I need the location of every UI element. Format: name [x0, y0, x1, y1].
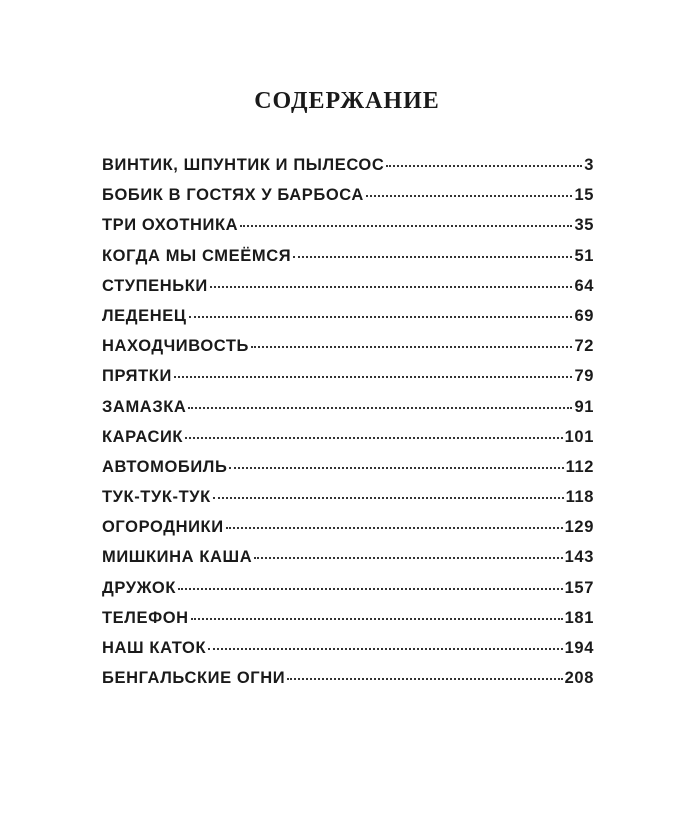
- dot-leader: [188, 407, 572, 409]
- toc-entry-title: ВИНТИК, ШПУНТИК И ПЫЛЕСОС: [102, 156, 385, 174]
- dot-leader: [386, 165, 582, 167]
- toc-entry-page: 79: [574, 367, 594, 386]
- toc-entry: [102, 337, 594, 367]
- toc-entry-page: 72: [574, 337, 594, 356]
- toc-entry-page: 69: [574, 306, 594, 325]
- toc-entry-title: ПРЯТКИ: [102, 367, 172, 386]
- toc-entry-title: ТРИ ОХОТНИКА: [102, 216, 239, 235]
- toc-entry-page: 181: [564, 608, 594, 627]
- dot-leader: [185, 437, 563, 439]
- dot-leader: [226, 527, 563, 529]
- toc-entry-title: ТЕЛЕФОН: [102, 608, 189, 627]
- toc-entry-title: НАШ КАТОК: [102, 639, 207, 657]
- toc-entry-title: БОБИК В ГОСТЯХ У БАРБОСА: [102, 186, 364, 205]
- toc-entry-page: 118: [565, 488, 594, 507]
- toc-entry: [102, 277, 594, 307]
- dot-leader: [189, 316, 573, 318]
- toc-entry-page: 129: [564, 518, 594, 537]
- toc-entry: [102, 186, 594, 216]
- toc-entry-page: 15: [574, 186, 594, 205]
- toc-entry-page: 35: [574, 216, 594, 235]
- toc-entry-title: БЕНГАЛЬСКИЕ ОГНИ: [102, 669, 286, 688]
- dot-leader: [254, 557, 562, 559]
- toc-entry: [102, 156, 594, 186]
- toc-entry-page: 194: [564, 639, 594, 657]
- toc-entry: [102, 518, 594, 548]
- toc-entry-title: КАРАСИК: [102, 427, 184, 446]
- dot-leader: [366, 195, 573, 197]
- dot-leader: [287, 678, 562, 680]
- toc-entry-title: КОГДА МЫ СМЕЁМСЯ: [102, 246, 292, 265]
- toc-entry: [102, 488, 594, 518]
- toc-entry: [102, 216, 594, 246]
- toc-entry-page: 143: [564, 548, 594, 567]
- toc-entry: [102, 367, 594, 397]
- dot-leader: [178, 588, 563, 590]
- table-of-contents: [102, 156, 594, 699]
- toc-entry-title: СТУПЕНЬКИ: [102, 276, 208, 295]
- toc-entry: [102, 307, 594, 337]
- toc-entry-page: 91: [574, 397, 594, 416]
- toc-entry-page: 51: [574, 246, 594, 265]
- toc-entry: [102, 428, 594, 458]
- toc-entry-title: ЗАМАЗКА: [102, 397, 187, 416]
- toc-entry: [102, 458, 594, 488]
- toc-entry-title: ТУК-ТУК-ТУК: [102, 488, 211, 507]
- toc-entry: [102, 579, 594, 609]
- dot-leader: [293, 256, 572, 258]
- dot-leader: [229, 467, 563, 469]
- toc-entry-title: НАХОДЧИВОСТЬ: [102, 337, 249, 356]
- toc-entry-title: ЛЕДЕНЕЦ: [102, 306, 187, 325]
- toc-entry-page: 157: [564, 578, 594, 597]
- toc-entry: [102, 548, 594, 578]
- dot-leader: [191, 618, 563, 620]
- toc-entry-page: 208: [564, 669, 594, 688]
- toc-entry-title: АВТОМОБИЛЬ: [102, 457, 228, 476]
- toc-entry-title: ДРУЖОК: [102, 578, 177, 597]
- toc-entry: [102, 669, 594, 699]
- page-title: СОДЕРЖАНИЕ: [254, 88, 440, 114]
- dot-leader: [213, 497, 564, 499]
- dot-leader: [210, 286, 573, 288]
- toc-entry: [102, 398, 594, 428]
- dot-leader: [240, 225, 572, 227]
- toc-entry-title: ОГОРОДНИКИ: [102, 518, 224, 537]
- dot-leader: [174, 376, 573, 378]
- toc-entry-page: 3: [584, 156, 594, 174]
- toc-entry: [102, 639, 594, 669]
- toc-entry: [102, 609, 594, 639]
- dot-leader: [251, 346, 572, 348]
- dot-leader: [208, 648, 563, 650]
- toc-entry-page: 112: [565, 457, 594, 476]
- toc-entry-page: 101: [564, 427, 594, 446]
- toc-entry: [102, 247, 594, 277]
- toc-entry-title: МИШКИНА КАША: [102, 548, 253, 567]
- toc-entry-page: 64: [574, 276, 594, 295]
